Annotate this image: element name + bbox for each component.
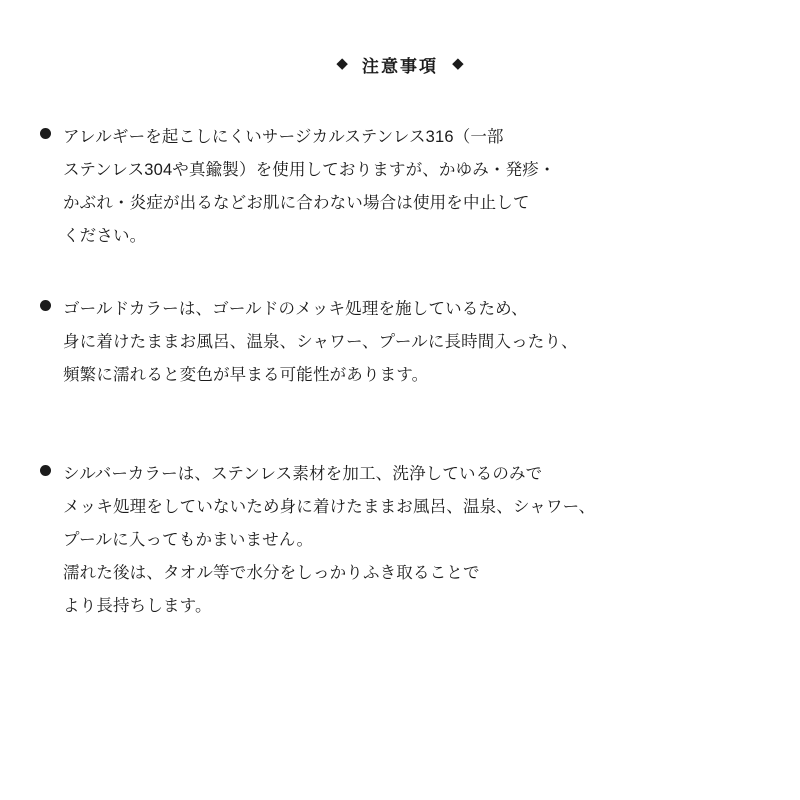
note-text-block [63,121,760,253]
note-line: ゴールドカラーは、ゴールドのメッキ処理を施しているため、 [63,300,528,318]
bullet-icon [40,465,51,476]
note-line: ステンレス304や真鍮製）を使用しておりますが、かゆみ・発疹・ [63,161,556,179]
note-line: 身に着けたままお風呂、温泉、シャワー、プールに長時間入ったり、 [63,333,578,351]
note-line: 濡れた後は、タオル等で水分をしっかりふき取ることで [63,564,480,582]
list-item [40,293,760,392]
note-line: シルバーカラーは、ステンレス素材を加工、洗浄しているのみで [63,465,543,483]
note-line: プールに入ってもかまいません。 [63,531,314,549]
diamond-right-icon: ◆ [452,55,464,72]
notice-list [40,121,760,623]
bullet-icon [40,128,51,139]
note-line: 頻繁に濡れると変色が早まる可能性があります。 [63,366,429,384]
note-line: より長持ちします。 [63,597,212,615]
page-title-text: 注意事項 [361,57,439,76]
note-line: ください。 [63,227,147,245]
bullet-icon [40,300,51,311]
list-item [40,458,760,623]
note-line: メッキ処理をしていないため身に着けたままお風呂、温泉、シャワー、 [63,498,596,516]
section-spacer [40,432,760,458]
page-title [40,52,760,77]
diamond-left-icon: ◆ [336,55,348,72]
note-text-block [63,458,760,623]
note-line: アレルギーを起こしにくいサージカルステンレス316（一部 [63,128,504,146]
note-line: かぶれ・炎症が出るなどお肌に合わない場合は使用を中止して [63,194,530,212]
list-item [40,121,760,253]
note-text-block [63,293,760,392]
